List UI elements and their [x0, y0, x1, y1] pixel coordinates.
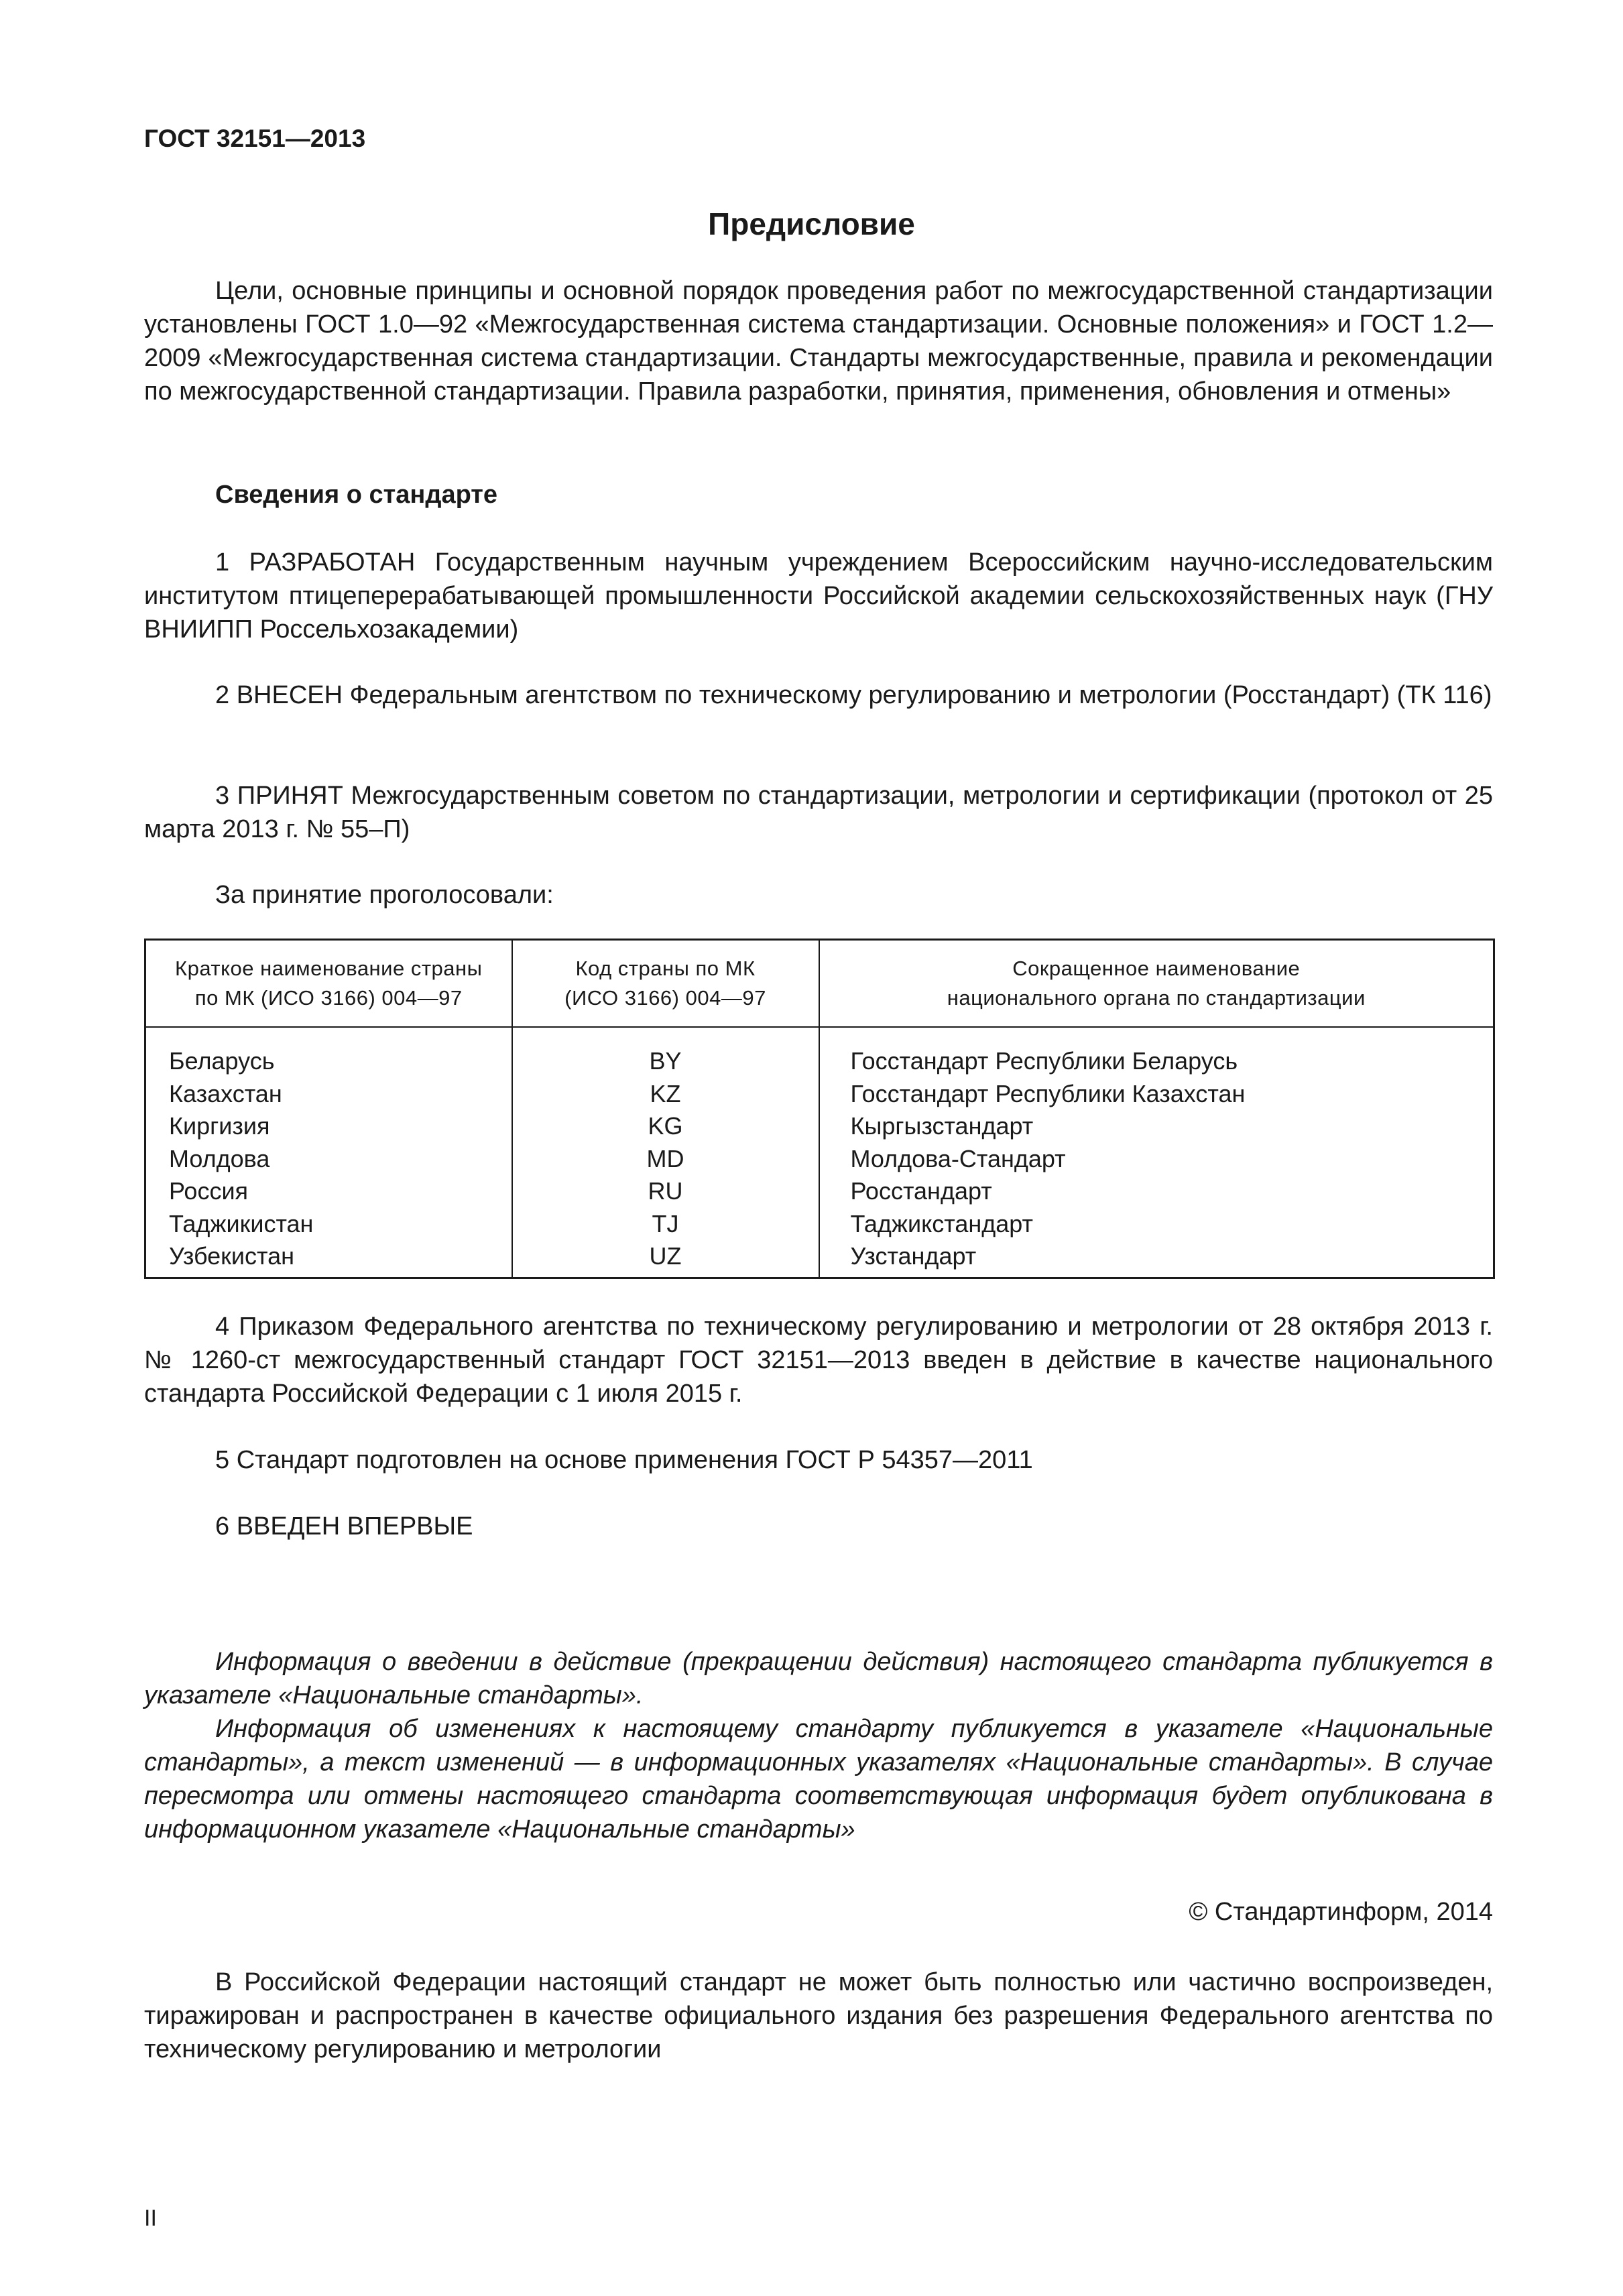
rights-notice: В Российской Федерации настоящий стандарт не может быть полностью или частично воспроизведен, тиражирован и распространен в качестве официального издания без разрешения Федерального агентства по техническому регулированию и метрологии — [144, 1968, 1493, 2063]
item-2-paragraph: 2 ВНЕСЕН Федеральным агентством по техническому регулированию и метрологии (Росстандарт) (ТК 116) — [215, 681, 1492, 709]
item-5-paragraph: 5 Стандарт подготовлен на основе применения ГОСТ Р 54357—2011 — [215, 1446, 1033, 1474]
info-paragraph-1: Информация о введении в действие (прекращении действия) настоящего стандарта публикуется в указателе «Национальные стандарты». — [144, 1648, 1493, 1709]
national-bodies-column — [819, 1027, 1494, 1278]
table-cell: Казахстан — [169, 1079, 282, 1107]
table-cell: Кыргызстандарт — [850, 1112, 1034, 1140]
country-codes-column — [512, 1027, 819, 1278]
item-4-paragraph: 4 Приказом Федерального агентства по техническому регулированию и метрологии от 28 октября 2013 г. № 1260-ст межгосударственный стандарт ГОСТ 32151—2013 введен в действие в качестве национального стандарта Российской Федерации с 1 июля 2015 г. — [144, 1313, 1493, 1408]
document-code: ГОСТ 32151—2013 — [144, 125, 366, 152]
voting-table — [144, 939, 1495, 1279]
header-country-code: Код страны по МК (ИСО 3166) 004—97 — [512, 940, 819, 1028]
intro-paragraph: Цели, основные принципы и основной порядок проведения работ по межгосударственной стандартизации установлены ГОСТ 1.0—92 «Межгосударственная система стандартизации. Основные положения» и ГОСТ 1.2—2009 «Межгосударственная система стандартизации. Стандарты межгосударственные, правила и рекомендации по межгосударственной стандартизации. Правила разработки, принятия, применения, обновления и отмены» — [144, 277, 1493, 406]
header-national-body: Сокращенное наименование национального органа по стандартизации — [819, 940, 1494, 1028]
page-number: II — [144, 2206, 157, 2231]
table-cell: Беларусь — [169, 1047, 275, 1075]
table-cell: KZ — [650, 1079, 681, 1107]
table-header-row — [145, 940, 1494, 1028]
table-cell: Таджикстандарт — [850, 1209, 1033, 1237]
section-heading: Сведения о стандарте — [215, 481, 498, 509]
vote-label: За принятие проголосовали: — [215, 881, 554, 909]
table-cell: Киргизия — [169, 1112, 270, 1140]
table-cell: UZ — [649, 1242, 682, 1270]
table-cell: Узстандарт — [850, 1242, 977, 1270]
item-6-paragraph: 6 ВВЕДЕН ВПЕРВЫЕ — [215, 1512, 473, 1540]
item-3-paragraph: 3 ПРИНЯТ Межгосударственным советом по стандартизации, метрологии и сертификации (протокол от 25 марта 2013 г. № 55–П) — [144, 782, 1493, 843]
header-country: Краткое наименование страны по МК (ИСО 3166) 004—97 — [145, 940, 512, 1028]
page-title: Предисловие — [708, 206, 915, 241]
copyright: © Стандартинформ, 2014 — [1189, 1898, 1493, 1926]
table-cell: Молдова — [169, 1144, 270, 1172]
table-cell: Узбекистан — [169, 1242, 295, 1270]
table-cell: Росстандарт — [850, 1177, 992, 1205]
table-cell: Таджикистан — [169, 1209, 314, 1237]
info-paragraph-2: Информация об изменениях к настоящему стандарту публикуется в указателе «Национальные стандарты», а текст изменений — в информационных указателях «Национальные стандарты». В случае пересмотра или отмены настоящего стандарта соответствующая информация будет опубликована в информационном указателе «Национальные стандарты» — [144, 1715, 1493, 1844]
table-cell: Молдова-Стандарт — [850, 1144, 1066, 1172]
table-cell: KG — [648, 1112, 683, 1140]
country-names-column — [145, 1027, 512, 1278]
table-cell: TJ — [652, 1209, 679, 1237]
table-body-row — [145, 1027, 1494, 1278]
table-cell: BY — [649, 1047, 682, 1075]
table-cell: Россия — [169, 1177, 249, 1205]
table-cell: Госстандарт Республики Беларусь — [850, 1047, 1238, 1075]
table-cell: MD — [646, 1144, 684, 1172]
item-1-paragraph: 1 РАЗРАБОТАН Государственным научным учреждением Всероссийским научно-исследовательским институтом птицеперерабатывающей промышленности Российской академии сельскохозяйственных наук (ГНУ ВНИИПП Россельхозакадемии) — [144, 548, 1493, 644]
table-cell: RU — [648, 1177, 683, 1205]
table-cell: Госстандарт Республики Казахстан — [850, 1079, 1246, 1107]
